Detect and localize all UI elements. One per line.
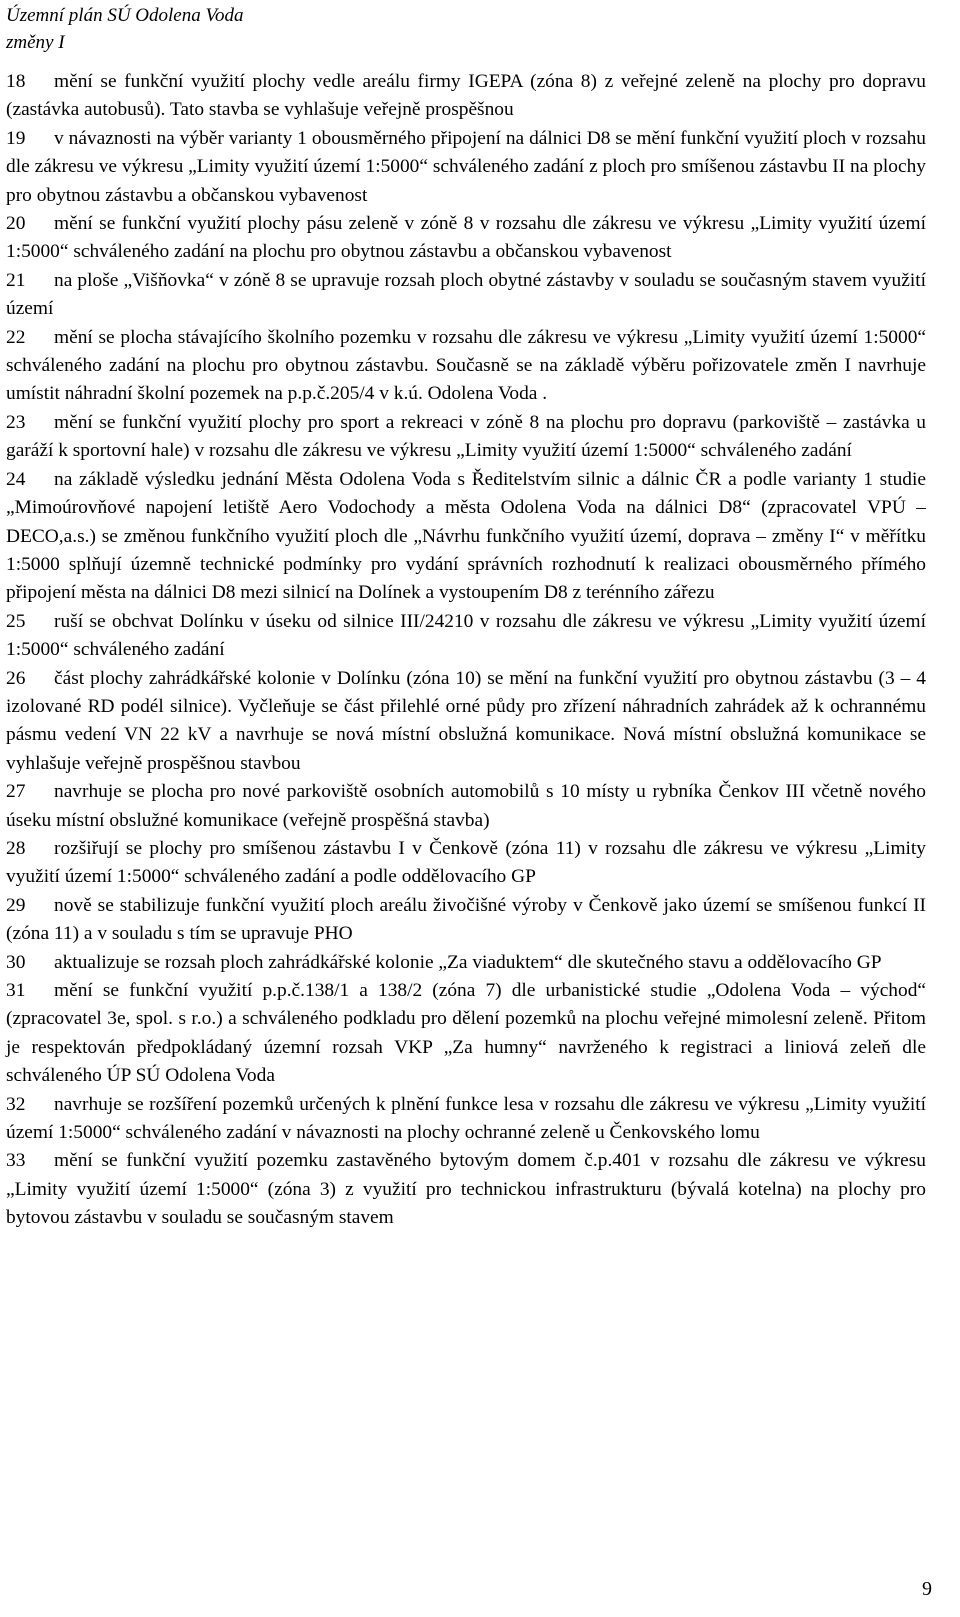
item-number: 18: [6, 71, 26, 92]
item-number: 32: [6, 1093, 26, 1115]
list-item: [6, 466, 926, 608]
item-number: 27: [6, 781, 26, 803]
item-text: na základě výsledku jednání Města Odolena Voda s Ředitelstvím silnic a dálnic ČR a podle varianty 1 studie „Mimoúrovňové napojení letiště Aero Vodochody a města Odolena Voda na dálnici D8“ (zpracovatel VPÚ –DECO,a.s.) se změnou funkčního využití ploch dle „Návrhu funkčního využití území, doprava – změny I“ v měřítku 1:5000 splňují územně technické podmínky pro vydání správních rozhodnutí k realizaci obousměrného přímého připojení města na dálnici D8 mezi silnicí na Dolínek a vystoupením D8 z terénního zářezu: [6, 468, 926, 604]
item-text: mění se funkční využití plochy vedle areálu firmy IGEPA (zóna 8) z veřejné zeleně na plochy pro dopravu (zastávka autobusů). Tato stavba se vyhlašuje veřejně prospěšnou: [6, 71, 926, 121]
header-title: Územní plán SÚ Odolena Voda: [6, 5, 244, 26]
document-header: [6, 2, 243, 56]
item-number: 29: [6, 894, 26, 916]
list-item: [6, 409, 926, 466]
item-number: 20: [6, 213, 26, 235]
item-text: navrhuje se plocha pro nové parkoviště osobních automobilů s 10 místy u rybníka Čenkov III včetně nového úseku místní obslužné komunikace (veřejně prospěšná stavba): [6, 781, 926, 831]
item-number: 33: [6, 1150, 26, 1172]
document-body: [6, 68, 926, 1233]
item-text: mění se funkční využití pozemku zastavěného bytovým domem č.p.401 v rozsahu dle zákresu ve výkresu „Limity využití území 1:5000“ (zóna 3) z využití pro technickou infrastrukturu (bývalá kotelna) na plochy pro bytovou zástavbu v souladu se současným stavem: [6, 1150, 926, 1229]
item-number: 26: [6, 667, 26, 689]
item-number: 19: [6, 127, 26, 149]
list-item: [6, 665, 926, 779]
list-item: [6, 977, 926, 1091]
list-item: [6, 1091, 926, 1148]
header-subtitle: změny I: [6, 32, 65, 53]
item-text: ruší se obchvat Dolínku v úseku od silnice III/24210 v rozsahu dle zákresu ve výkresu „Limity využití území 1:5000“ schváleného zadání: [6, 610, 926, 661]
item-number: 28: [6, 837, 26, 859]
page-number: 9: [922, 1578, 932, 1600]
list-item: [6, 210, 926, 267]
list-item: [6, 835, 926, 892]
item-text: v návaznosti na výběr varianty 1 obousměrného připojení na dálnici D8 se mění funkční využití ploch v rozsahu dle zákresu ve výkresu „Limity využití území 1:5000“ schváleného zadání z ploch pro smíšenou zástavbu II na plochy pro obytnou zástavbu a občanskou vybavenost: [6, 127, 926, 206]
item-number: 30: [6, 951, 26, 973]
item-text: aktualizuje se rozsah ploch zahrádkářské kolonie „Za viaduktem“ dle skutečného stavu a oddělovacího GP: [54, 951, 882, 973]
item-text: mění se funkční využití p.p.č.138/1 a 138/2 (zóna 7) dle urbanistické studie „Odolena Voda – východ“ (zpracovatel 3e, spol. s r.o.) a schváleného podkladu pro dělení pozemků na plochu veřejné mimolesní zeleně. Přitom je respektován předpokládaný územní rozsah VKP „Za humny“ navrženého k registraci a liniová zeleň dle schváleného ÚP SÚ Odolena Voda: [6, 980, 926, 1087]
item-number: 25: [6, 610, 26, 632]
item-text: část plochy zahrádkářské kolonie v Dolínku (zóna 10) se mění na funkční využití pro obytnou zástavbu (3 – 4 izolované RD podél silnice). Vyčleňuje se část přilehlé orné půdy pro zřízení náhradních zahrádek až k ochrannému pásmu vedení VN 22 kV a navrhuje se nová místní obslužná komunikace. Nová místní obslužná komunikace se vyhlašuje veřejně prospěšnou stavbou: [6, 667, 926, 774]
item-text: na ploše „Višňovka“ v zóně 8 se upravuje rozsah ploch obytné zástavby v souladu se současným stavem využití území: [6, 269, 926, 320]
item-text: mění se funkční využití plochy pásu zeleně v zóně 8 v rozsahu dle zákresu ve výkresu „Limity využití území 1:5000“ schváleného zadání na plochu pro obytnou zástavbu a občanskou vybavenost: [6, 213, 926, 263]
item-number: 31: [6, 980, 26, 1001]
item-number: 23: [6, 411, 26, 433]
list-item: [6, 267, 926, 324]
item-text: navrhuje se rozšíření pozemků určených k plnění funkce lesa v rozsahu dle zákresu ve výkresu „Limity využití území 1:5000“ schváleného zadání v návaznosti na plochy ochranné zeleně u Čenkovského lomu: [6, 1093, 926, 1144]
item-number: 22: [6, 326, 26, 348]
item-text: nově se stabilizuje funkční využití ploch areálu živočišné výroby v Čenkově jako území se smíšenou funkcí II (zóna 11) a v souladu s tím se upravuje PHO: [6, 894, 926, 945]
item-number: 24: [6, 468, 26, 490]
item-text: mění se funkční využití plochy pro sport a rekreaci v zóně 8 na plochu pro dopravu (parkoviště – zastávka u garáží k sportovní hale) v rozsahu dle zákresu ve výkresu „Limity využití území 1:5000“ schváleného zadání: [6, 411, 926, 462]
list-item: [6, 949, 926, 977]
list-item: [6, 892, 926, 949]
item-number: 21: [6, 269, 26, 291]
list-item: [6, 778, 926, 835]
list-item: [6, 125, 926, 210]
list-item: [6, 1147, 926, 1232]
list-item: [6, 68, 926, 125]
item-text: mění se plocha stávajícího školního pozemku v rozsahu dle zákresu ve výkresu „Limity využití území 1:5000“ schváleného zadání na plochu pro obytnou zástavbu. Současně se na základě výběru pořizovatele změn I navrhuje umístit náhradní školní pozemek na p.p.č.205/4 v k.ú. Odolena Voda .: [6, 326, 926, 405]
list-item: [6, 608, 926, 665]
list-item: [6, 324, 926, 409]
item-text: rozšiřují se plochy pro smíšenou zástavbu I v Čenkově (zóna 11) v rozsahu dle zákresu ve výkresu „Limity využití území 1:5000“ schváleného zadání a podle oddělovacího GP: [6, 837, 926, 888]
